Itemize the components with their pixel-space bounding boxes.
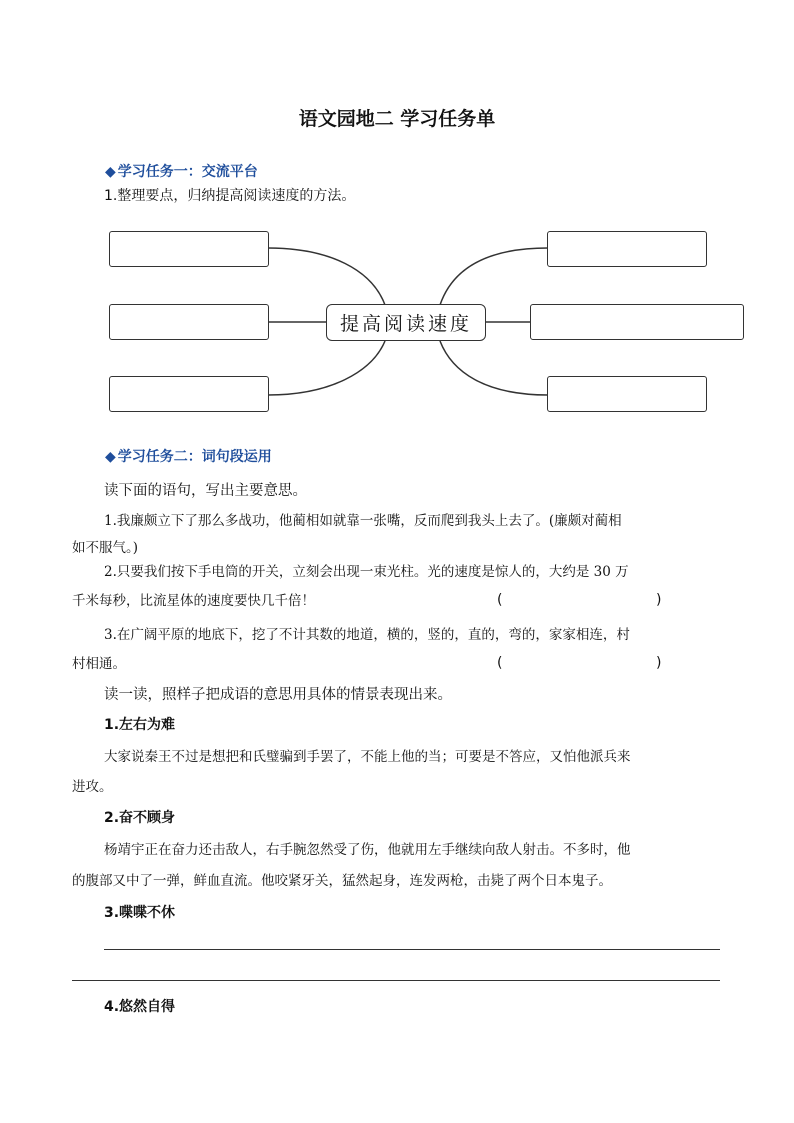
connector-bottom-left <box>268 341 385 395</box>
mindmap-blank-box-bottom-right[interactable] <box>547 376 707 412</box>
mindmap-blank-box-top-right[interactable] <box>547 231 707 267</box>
idiom-4-title: 4.悠然自得 <box>104 999 176 1015</box>
task1-instruction: 1.整理要点，归纳提高阅读速度的方法。 <box>104 188 356 204</box>
diamond-icon: ◆ <box>105 449 116 465</box>
sentence-2-line2: 千米每秒，比流星体的速度要快几千倍！ <box>72 593 315 609</box>
sentence-2-line1: 2.只要我们按下手电筒的开关，立刻会出现一束光柱。光的速度是惊人的，大约是 30 万 <box>104 564 629 580</box>
task2-heading <box>105 446 272 466</box>
idiom-2-title: 2.奋不顾身 <box>104 810 176 826</box>
sentence-3-line2: 村相通。 <box>72 656 126 672</box>
mindmap-blank-box-mid-left[interactable] <box>109 304 269 340</box>
answer-paren-open-3: ( <box>497 655 503 671</box>
sentence-1-line2: 如不服气。) <box>72 540 139 556</box>
page-title: 语文园地二 学习任务单 <box>298 108 496 130</box>
answer-blank-3[interactable] <box>510 653 650 673</box>
task2-intro1: 读下面的语句，写出主要意思。 <box>104 483 307 499</box>
mindmap-center: 提高阅读速度 <box>326 304 486 341</box>
task2-heading-text: 学习任务二：词句段运用 <box>117 449 272 465</box>
connector-top-left <box>268 248 385 305</box>
mindmap-blank-box-top-left[interactable] <box>109 231 269 267</box>
sentence-3-line1: 3.在广阔平原的地底下，挖了不计其数的地道，横的，竖的，直的，弯的，家家相连，村 <box>104 627 630 643</box>
task1-heading-text: 学习任务一：交流平台 <box>117 164 258 180</box>
answer-paren-open-2: ( <box>497 592 503 608</box>
answer-paren-close-2: ) <box>656 592 662 608</box>
diamond-icon: ◆ <box>105 164 116 180</box>
idiom-1-title: 1.左右为难 <box>104 717 176 733</box>
mindmap-connectors <box>0 0 794 430</box>
idiom-2-example-line2: 的腹部又中了一弹，鲜血直流。他咬紧牙关，猛然起身，连发两枪，击毙了两个日本鬼子。 <box>72 873 612 889</box>
task2-intro2: 读一读，照样子把成语的意思用具体的情景表现出来。 <box>104 687 452 703</box>
answer-line-2[interactable] <box>72 980 720 981</box>
idiom-2-example-line1: 杨靖宇正在奋力还击敌人，右手腕忽然受了伤，他就用左手继续向敌人射击。不多时，他 <box>104 842 631 858</box>
mindmap-blank-box-mid-right[interactable] <box>530 304 744 340</box>
answer-line-1[interactable] <box>104 949 720 950</box>
connector-top-right <box>440 248 548 305</box>
idiom-1-example-line2: 进攻。 <box>72 779 113 795</box>
connector-bottom-right <box>440 341 548 395</box>
idiom-3-title: 3.喋喋不休 <box>104 905 176 921</box>
mindmap-blank-box-bottom-left[interactable] <box>109 376 269 412</box>
idiom-1-example-line1: 大家说秦王不过是想把和氏璧骗到手罢了，不能上他的当；可要是不答应，又怕他派兵来 <box>104 749 631 765</box>
answer-paren-close-3: ) <box>656 655 662 671</box>
sentence-1-line1: 1.我廉颇立下了那么多战功，他蔺相如就靠一张嘴，反而爬到我头上去了。(廉颇对蔺相 <box>104 513 622 529</box>
answer-blank-2[interactable] <box>510 590 650 610</box>
